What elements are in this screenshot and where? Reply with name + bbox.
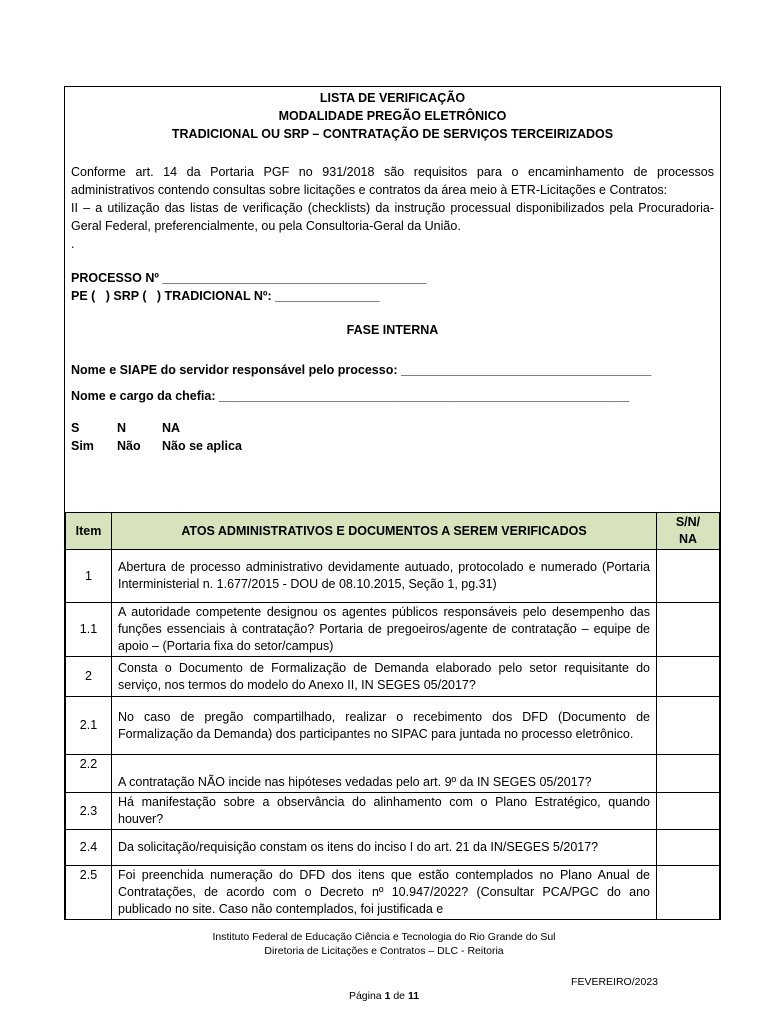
row-description: A contratação NÃO incide nas hipóteses vedadas pelo art. 9º da IN SEGES 05/2017? bbox=[112, 755, 657, 793]
table-row bbox=[66, 657, 720, 697]
row-description: Abertura de processo administrativo devidamente autuado, protocolado e numerado (Portaria Interministerial n. 1.677/2015 - DOU de 08.10.2015, Seção 1, pg.31) bbox=[112, 550, 657, 603]
row-answer-cell[interactable] bbox=[657, 830, 720, 866]
table-header-row bbox=[66, 513, 720, 550]
row-description: Foi preenchida numeração do DFD dos itens que estão contemplados no Plano Anual de Contratações, de acordo com o Decreto nº 10.947/2022? (Consultar PCA/PGC do ano publicado no site. Caso não contemplados, foi justificada e bbox=[112, 866, 657, 921]
row-answer-cell[interactable] bbox=[657, 793, 720, 830]
row-answer-cell[interactable] bbox=[657, 866, 720, 921]
row-item-number: 1 bbox=[66, 550, 112, 603]
row-item-number: 2 bbox=[66, 657, 112, 697]
row-description: No caso de pregão compartilhado, realizar o recebimento dos DFD (Documento de Formalização da Demanda) dos participantes no SIPAC para juntada no processo eletrônico. bbox=[112, 697, 657, 755]
footer-department: Diretoria de Licitações e Contratos – DLC - Reitoria bbox=[264, 945, 504, 957]
intro-paragraph-1: Conforme art. 14 da Portaria PGF no 931/2018 são requisitos para o encaminhamento de processos administrativos contendo consultas sobre licitações e contratos da área meio à ETR-Licitações e Contratos: bbox=[71, 165, 714, 197]
row-answer-cell[interactable] bbox=[657, 755, 720, 793]
answer-legend bbox=[71, 419, 714, 455]
processo-field[interactable]: PROCESSO Nº ______________________________________ bbox=[71, 271, 427, 285]
table-row bbox=[66, 866, 720, 921]
column-header-atos: ATOS ADMINISTRATIVOS E DOCUMENTOS A SEREM VERIFICADOS bbox=[112, 513, 657, 550]
table-row bbox=[66, 793, 720, 830]
intro-paragraph-2: II – a utilização das listas de verificação (checklists) da instrução processual disponibilizados pela Procuradoria-Geral Federal, preferencialmente, ou pela Consultoria-Geral da União. bbox=[71, 201, 714, 233]
page-number bbox=[0, 990, 768, 1002]
legend-abbr-na: NA bbox=[162, 421, 181, 435]
row-item-number: 2.2 bbox=[66, 755, 112, 793]
checklist-frame bbox=[64, 86, 721, 920]
row-description: Da solicitação/requisição constam os itens do inciso I do art. 21 da IN/SEGES 5/2017? bbox=[112, 830, 657, 866]
table-row bbox=[66, 830, 720, 866]
row-description: A autoridade competente designou os agentes públicos responsáveis pelo desempenho das funções essenciais à contratação? Portaria de pregoeiros/agente de contratação – equipe de apoio – (Portaria fixa do setor/campus) bbox=[112, 603, 657, 657]
header-title: LISTA DE VERIFICAÇÃO bbox=[319, 91, 466, 105]
row-item-number: 2.4 bbox=[66, 830, 112, 866]
row-description: Há manifestação sobre a observância do alinhamento com o Plano Estratégico, quando houver? bbox=[112, 793, 657, 830]
legend-full-na: Não se aplica bbox=[162, 439, 242, 453]
row-item-number: 2.3 bbox=[66, 793, 112, 830]
table-row bbox=[66, 755, 720, 793]
row-item-number: 2.1 bbox=[66, 697, 112, 755]
table-row bbox=[66, 697, 720, 755]
row-answer-cell[interactable] bbox=[657, 550, 720, 603]
row-item-number: 1.1 bbox=[66, 603, 112, 657]
intro-paragraph-3: . bbox=[71, 237, 75, 251]
row-item-number: 2.5 bbox=[66, 866, 112, 921]
column-header-sn-na: S/N/ NA bbox=[657, 513, 720, 550]
document-header bbox=[65, 89, 720, 143]
section-title-fase-interna: FASE INTERNA bbox=[346, 323, 439, 337]
legend-abbr-s: S bbox=[71, 421, 80, 435]
page-prefix: Página bbox=[348, 990, 382, 1002]
servidor-field[interactable]: Nome e SIAPE do servidor responsável pelo processo: ____________________________________ bbox=[71, 363, 652, 377]
row-description: Consta o Documento de Formalização de Demanda elaborado pelo setor requisitante do serviço, nos termos do modelo do Anexo II, IN SEGES 05/2017? bbox=[112, 657, 657, 697]
row-answer-cell[interactable] bbox=[657, 657, 720, 697]
checklist-table bbox=[65, 512, 720, 920]
pe-srp-field[interactable]: PE ( ) SRP ( ) TRADICIONAL Nº: _______________ bbox=[71, 289, 380, 303]
intro-text bbox=[71, 163, 714, 253]
legend-full-s: Sim bbox=[71, 439, 94, 453]
page-total: 11 bbox=[407, 990, 420, 1002]
header-modality: MODALIDADE PREGÃO ELETRÔNICO bbox=[278, 109, 507, 123]
page-current: 1 bbox=[384, 990, 391, 1002]
footer-institution: Instituto Federal de Educação Ciência e Tecnologia do Rio Grande do Sul bbox=[212, 931, 556, 943]
row-answer-cell[interactable] bbox=[657, 697, 720, 755]
header-subtitle: TRADICIONAL OU SRP – CONTRATAÇÃO DE SERVIÇOS TERCEIRIZADOS bbox=[171, 127, 614, 141]
legend-abbr-n: N bbox=[117, 421, 127, 435]
row-answer-cell[interactable] bbox=[657, 603, 720, 657]
table-row bbox=[66, 603, 720, 657]
legend-full-n: Não bbox=[117, 439, 141, 453]
chefia-field[interactable]: Nome e cargo da chefia: ___________________________________________________________ bbox=[71, 389, 630, 403]
footer-date: FEVEREIRO/2023 bbox=[571, 976, 658, 988]
page-of: de bbox=[393, 990, 406, 1002]
table-row bbox=[66, 550, 720, 603]
column-header-item: Item bbox=[66, 513, 112, 550]
